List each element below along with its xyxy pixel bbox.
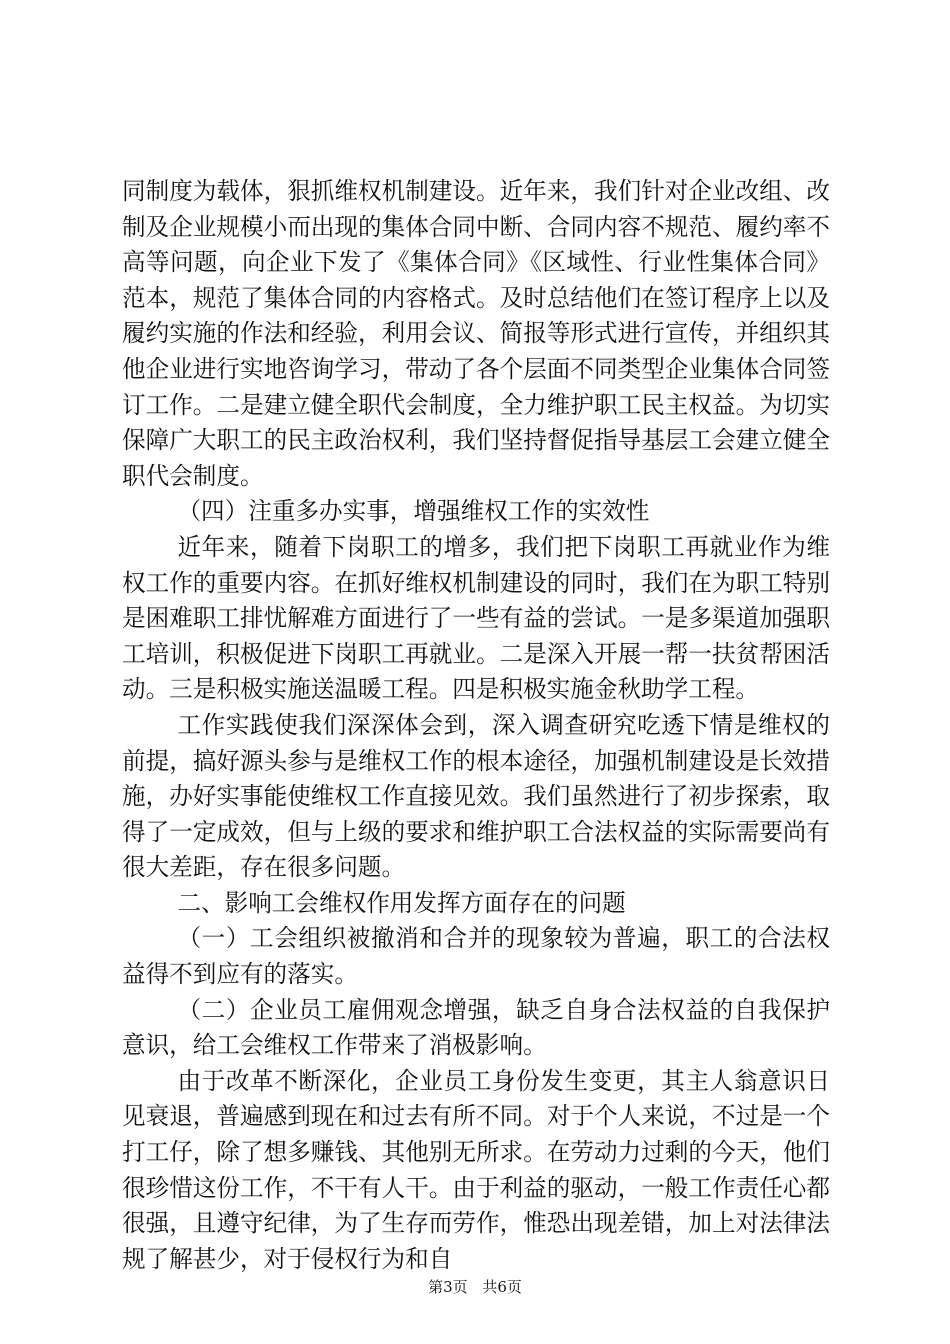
- document-body: [122, 174, 830, 1277]
- page-footer: [0, 1276, 950, 1297]
- page-total: 共6页: [482, 1278, 522, 1296]
- paragraph-experience: 工作实践使我们深深体会到，深入调查研究吃透下情是维权的前提，搞好源头参与是维权工作的根本途径，加强机制建设是长效措施，办好实事能使维权工作直接见效。我们虽然进行了初步探索，取得了一定成效，但与上级的要求和维护职工合法权益的实际需要尚有很大差距，存在很多问题。: [122, 710, 830, 882]
- paragraph-continuation: 同制度为载体，狠抓维权机制建设。近年来，我们针对企业改组、改制及企业规模小而出现的集体合同中断、合同内容不规范、履约率不高等问题，向企业下发了《集体合同》《区域性、行业性集体合同》范本，规范了集体合同的内容格式。及时总结他们在签订程序上以及履约实施的作法和经验，利用会议、简报等形式进行宣传，并组织其他企业进行实地咨询学习，带动了各个层面不同类型企业集体合同签订工作。二是建立健全职代会制度，全力维护职工民主权益。为切实保障广大职工的民主政治权利，我们坚持督促指导基层工会建立健全职代会制度。: [122, 177, 830, 490]
- page-number: 第3页: [428, 1278, 468, 1296]
- subheading-one: （一）工会组织被撤消和合并的现象较为普遍，职工的合法权益得不到应有的落实。: [122, 924, 830, 989]
- paragraph-reform: 由于改革不断深化，企业员工身份发生变更，其主人翁意识日见衰退，普遍感到现在和过去有所不同。对于个人来说，不过是一个打工仔，除了想多赚钱、其他别无所求。在劳动力过剩的今天，他们很珍惜这份工作，不干有人干。由于利益的驱动，一般工作责任心都很强，且遵守纪律，为了生存而劳作，惟恐出现差错，加上对法律法规了解甚少，对于侵权行为和自: [122, 1066, 830, 1273]
- subheading-two: （二）企业员工雇佣观念增强，缺乏自身合法权益的自我保护意识，给工会维权工作带来了消极影响。: [122, 995, 830, 1060]
- section-heading-two: 二、影响工会维权作用发挥方面存在的问题: [177, 888, 626, 917]
- section-heading-four: （四）注重多办实事，增强维权工作的实效性: [177, 497, 650, 526]
- paragraph-reemployment: 近年来，随着下岗职工的增多，我们把下岗职工再就业作为维权工作的重要内容。在抓好维权机制建设的同时，我们在为职工特别是困难职工排忧解难方面进行了一些有益的尝试。一是多渠道加强职工培训，积极促进下岗职工再就业。二是深入开展一帮一扶贫帮困活动。三是积极实施送温暖工程。四是积极实施金秋助学工程。: [122, 532, 830, 704]
